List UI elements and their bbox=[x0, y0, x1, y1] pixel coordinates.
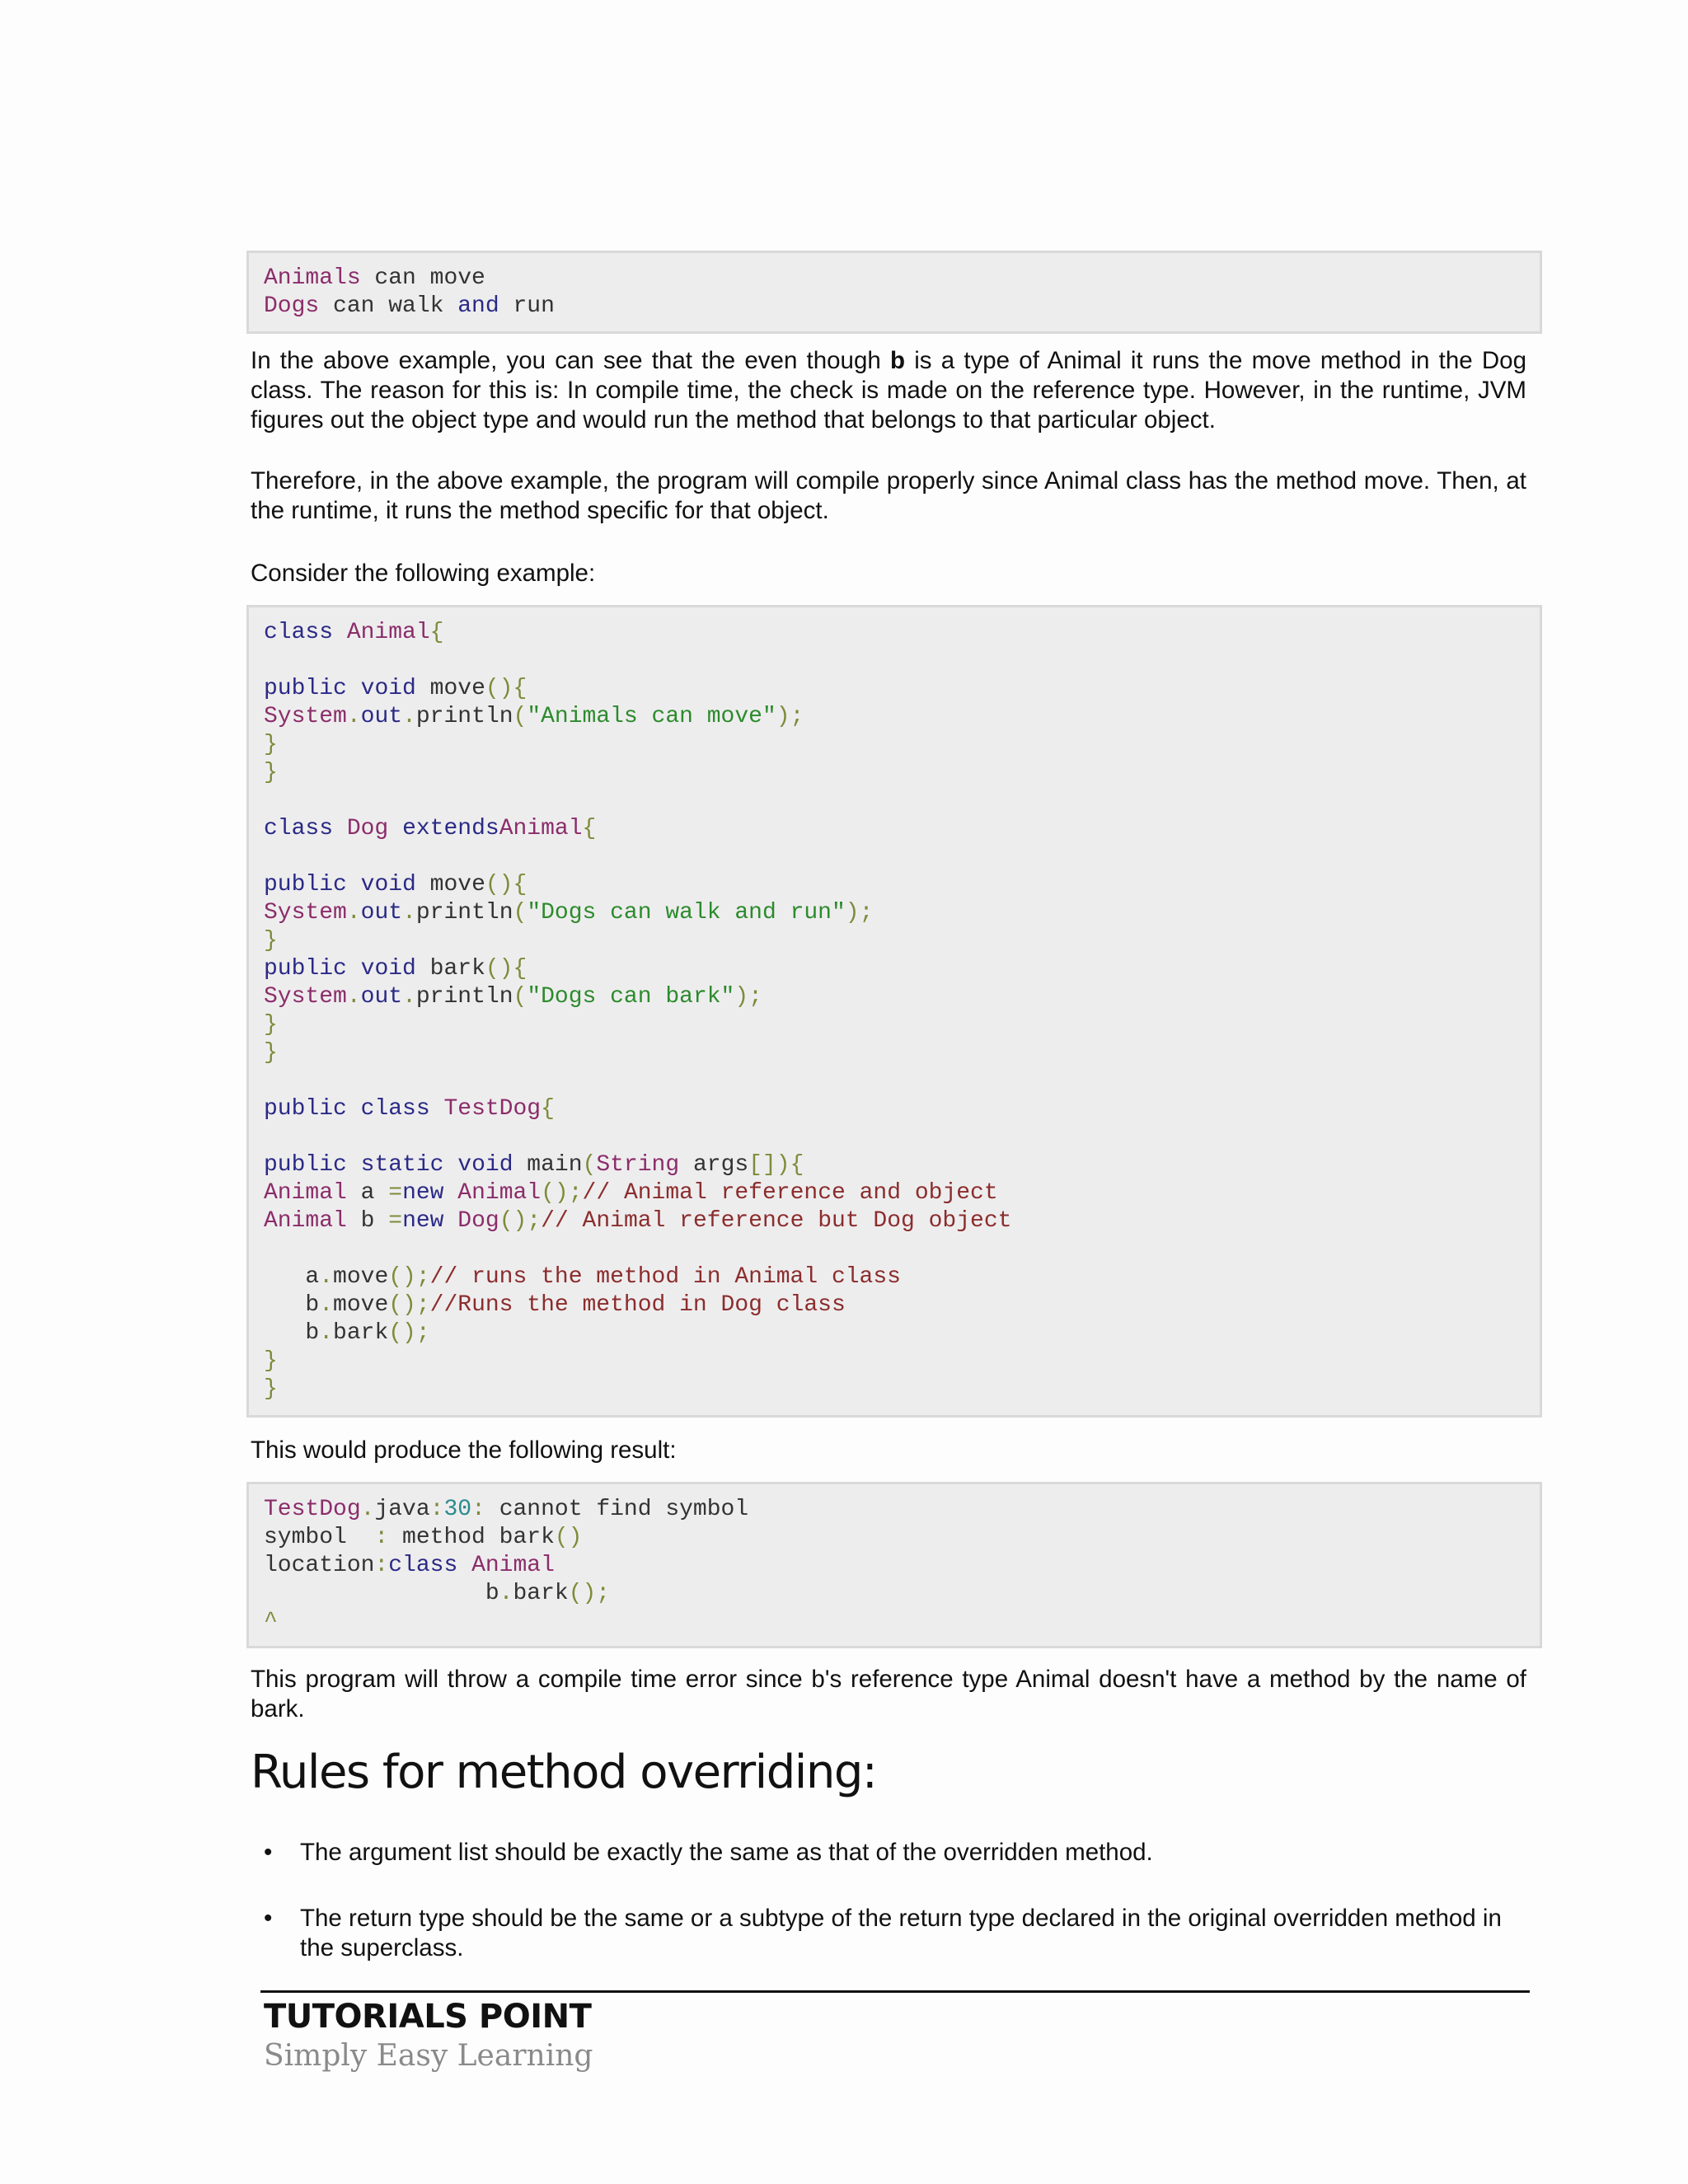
code-line bbox=[264, 955, 1525, 983]
code-token: // Animal reference and object bbox=[582, 1180, 998, 1206]
code-token bbox=[347, 1096, 361, 1122]
code-token: move bbox=[333, 1292, 389, 1318]
code-token: . bbox=[402, 984, 416, 1010]
code-line bbox=[264, 759, 1525, 787]
code-token: println bbox=[415, 984, 513, 1010]
code-token: void bbox=[360, 872, 416, 898]
code-line bbox=[264, 1179, 1525, 1207]
code-line bbox=[264, 843, 1525, 871]
code-token: void bbox=[360, 676, 416, 701]
code-line bbox=[264, 703, 1525, 731]
code-token: b bbox=[346, 1208, 389, 1234]
code-token: run bbox=[499, 293, 555, 319]
code-token: ( bbox=[513, 704, 528, 729]
code-token: Animal bbox=[264, 1180, 347, 1206]
code-token: . bbox=[319, 1292, 334, 1318]
code-token: println bbox=[415, 900, 513, 926]
code-line bbox=[264, 1235, 1525, 1263]
code-token: { bbox=[541, 1096, 555, 1122]
code-token: class bbox=[264, 816, 334, 841]
code-token: can move bbox=[360, 265, 485, 291]
code-token: System bbox=[264, 984, 347, 1010]
code-token: } bbox=[264, 1012, 278, 1038]
paragraph-text: is a type of Animal it runs the move method in the Dog class. The reason for this is: In compile time, the check is made on the reference type. However, in the runtime, JVM figures out the object type and would run the method that belongs to that particular object. bbox=[251, 347, 1526, 434]
output-block-2 bbox=[246, 1482, 1542, 1648]
code-token: (); bbox=[388, 1320, 430, 1346]
code-line bbox=[264, 1376, 1525, 1404]
code-token: 30 bbox=[443, 1497, 472, 1522]
code-token: String bbox=[596, 1152, 680, 1178]
code-token: move bbox=[415, 676, 485, 701]
code-line bbox=[264, 619, 1525, 647]
code-token: "Dogs can bark" bbox=[527, 984, 735, 1010]
code-token: . bbox=[360, 1497, 375, 1522]
code-line bbox=[264, 647, 1525, 675]
code-token: a bbox=[346, 1180, 389, 1206]
code-line bbox=[264, 1524, 1525, 1552]
code-token: . bbox=[319, 1320, 334, 1346]
code-token: public bbox=[264, 872, 347, 898]
code-token: : bbox=[471, 1497, 485, 1522]
code-line bbox=[264, 1580, 1525, 1608]
code-line bbox=[264, 927, 1525, 955]
code-token: System bbox=[264, 704, 347, 729]
code-token: class bbox=[388, 1553, 458, 1578]
code-token: } bbox=[264, 760, 278, 785]
code-token: : bbox=[429, 1497, 444, 1522]
code-token: bark bbox=[333, 1320, 389, 1346]
code-token: void bbox=[360, 956, 416, 982]
code-token: main bbox=[513, 1152, 583, 1178]
bold-variable-b: b bbox=[889, 347, 906, 374]
code-token: bark bbox=[513, 1581, 569, 1606]
code-line bbox=[264, 265, 1525, 293]
code-token: . bbox=[499, 1581, 513, 1606]
code-token: Animal bbox=[346, 620, 430, 645]
code-line bbox=[264, 871, 1525, 899]
code-token: location bbox=[264, 1553, 375, 1578]
code-token: out bbox=[360, 900, 403, 926]
code-token: ^ bbox=[264, 1609, 278, 1634]
code-token: "Dogs can walk and run" bbox=[527, 900, 846, 926]
code-token: } bbox=[264, 1040, 278, 1066]
code-token: : bbox=[374, 1553, 389, 1578]
code-token: ); bbox=[845, 900, 874, 926]
code-line bbox=[264, 983, 1525, 1011]
code-token: Animal bbox=[264, 1208, 347, 1234]
code-token: (){ bbox=[485, 676, 528, 701]
code-token: . bbox=[319, 1264, 334, 1290]
code-token: class bbox=[264, 620, 334, 645]
code-token: (); bbox=[388, 1264, 430, 1290]
code-line bbox=[264, 1552, 1525, 1580]
code-token bbox=[347, 956, 361, 982]
paragraph-text: In the above example, you can see that the even though bbox=[251, 347, 890, 374]
bullet-dot: • bbox=[264, 1905, 273, 1932]
code-line bbox=[264, 1319, 1525, 1347]
code-line bbox=[264, 1011, 1525, 1039]
paragraph-explanation bbox=[251, 346, 1526, 435]
code-token: public bbox=[264, 676, 347, 701]
code-token: new bbox=[402, 1208, 444, 1234]
code-token: ( bbox=[513, 984, 528, 1010]
code-token: class bbox=[360, 1096, 430, 1122]
code-line bbox=[264, 787, 1525, 815]
code-token: move bbox=[333, 1264, 389, 1290]
output-block-1 bbox=[246, 251, 1542, 334]
code-token: Animal bbox=[499, 816, 583, 841]
code-token: Dog bbox=[457, 1208, 499, 1234]
code-token: out bbox=[360, 984, 403, 1010]
paragraph-consider: Consider the following example: bbox=[251, 560, 596, 587]
code-token bbox=[388, 816, 402, 841]
code-token: b bbox=[264, 1320, 320, 1346]
code-token: = bbox=[388, 1208, 403, 1234]
code-token: public bbox=[264, 956, 347, 982]
code-token: // runs the method in Animal class bbox=[429, 1264, 901, 1290]
footer-tagline: Simply Easy Learning bbox=[264, 2039, 593, 2073]
code-token: ); bbox=[734, 984, 762, 1010]
code-token bbox=[443, 1152, 457, 1178]
code-token: . bbox=[346, 704, 361, 729]
code-token: . bbox=[346, 900, 361, 926]
section-heading: Rules for method overriding: bbox=[251, 1746, 877, 1799]
code-line bbox=[264, 293, 1525, 321]
code-line bbox=[264, 731, 1525, 759]
code-token: } bbox=[264, 928, 278, 954]
code-token: move bbox=[415, 872, 485, 898]
code-token: } bbox=[264, 1348, 278, 1374]
code-token: public bbox=[264, 1096, 347, 1122]
code-line bbox=[264, 1039, 1525, 1067]
code-token: : bbox=[374, 1525, 389, 1550]
code-token: //Runs the method in Dog class bbox=[429, 1292, 846, 1318]
code-token: (); bbox=[499, 1208, 542, 1234]
code-token: Animals bbox=[264, 265, 361, 291]
code-token: { bbox=[429, 620, 444, 645]
code-token: args bbox=[679, 1152, 749, 1178]
code-token: System bbox=[264, 900, 347, 926]
code-line bbox=[264, 1263, 1525, 1291]
code-token: TestDog bbox=[264, 1497, 361, 1522]
code-token: can walk bbox=[319, 293, 458, 319]
code-token: } bbox=[264, 732, 278, 757]
code-token: and bbox=[457, 293, 499, 319]
code-token: { bbox=[582, 816, 597, 841]
code-token: ( bbox=[582, 1152, 597, 1178]
code-line bbox=[264, 675, 1525, 703]
code-token: ( bbox=[513, 900, 528, 926]
code-token: Animal bbox=[471, 1553, 555, 1578]
code-token: static bbox=[360, 1152, 444, 1178]
code-token: []){ bbox=[748, 1152, 804, 1178]
code-token bbox=[457, 1553, 471, 1578]
code-token: Dogs bbox=[264, 293, 320, 319]
bullet-dot: • bbox=[264, 1839, 273, 1866]
code-token: java bbox=[374, 1497, 430, 1522]
code-token: (); bbox=[541, 1180, 583, 1206]
code-line bbox=[264, 1608, 1525, 1636]
code-token: = bbox=[388, 1180, 403, 1206]
code-token: (){ bbox=[485, 872, 528, 898]
paragraph-compile-error: This program will throw a compile time error since b's reference type Animal doesn't have a method by the name of bark. bbox=[251, 1666, 1526, 1722]
code-token bbox=[333, 620, 347, 645]
code-token: TestDog bbox=[443, 1096, 542, 1122]
code-line bbox=[264, 1347, 1525, 1376]
code-token: . bbox=[402, 900, 416, 926]
bullet-text: The argument list should be exactly the same as that of the overridden method. bbox=[300, 1839, 1153, 1866]
code-token: bark bbox=[415, 956, 485, 982]
code-token: // Animal reference but Dog object bbox=[541, 1208, 1012, 1234]
code-token: ); bbox=[776, 704, 804, 729]
code-line bbox=[264, 815, 1525, 843]
code-token bbox=[347, 1152, 361, 1178]
code-token bbox=[333, 816, 347, 841]
code-token: b bbox=[264, 1292, 320, 1318]
code-token: new bbox=[402, 1180, 444, 1206]
paragraph-result-intro: This would produce the following result: bbox=[251, 1436, 677, 1464]
code-token: b bbox=[264, 1581, 499, 1606]
code-token bbox=[430, 1096, 444, 1122]
code-token: public bbox=[264, 1152, 347, 1178]
code-token: cannot find symbol bbox=[485, 1497, 749, 1522]
code-token: . bbox=[346, 984, 361, 1010]
code-line bbox=[264, 1207, 1525, 1235]
footer-brand: TUTORIALS POINT bbox=[264, 1998, 592, 2036]
footer-divider bbox=[260, 1990, 1530, 1993]
code-token: Animal bbox=[457, 1180, 542, 1206]
code-token: (); bbox=[388, 1292, 430, 1318]
code-token bbox=[443, 1180, 457, 1206]
code-line bbox=[264, 1095, 1525, 1123]
code-token: . bbox=[402, 704, 416, 729]
code-line bbox=[264, 899, 1525, 927]
code-line bbox=[264, 1291, 1525, 1319]
code-token: symbol bbox=[264, 1525, 375, 1550]
code-line bbox=[264, 1496, 1525, 1524]
code-token: Dog bbox=[346, 816, 389, 841]
code-block-java bbox=[246, 605, 1542, 1418]
code-token bbox=[347, 872, 361, 898]
bullet-text: The return type should be the same or a subtype of the return type declared in the original overridden method in the superclass. bbox=[300, 1905, 1502, 1961]
code-token: void bbox=[457, 1152, 513, 1178]
code-token: (){ bbox=[485, 956, 528, 982]
code-token: "Animals can move" bbox=[527, 704, 776, 729]
code-token: extends bbox=[402, 816, 499, 841]
code-token: } bbox=[264, 1376, 278, 1402]
code-line bbox=[264, 1151, 1525, 1179]
code-token: a bbox=[264, 1264, 320, 1290]
code-line bbox=[264, 1123, 1525, 1151]
paragraph-therefore: Therefore, in the above example, the program will compile properly since Animal class has the method move. Then, at the runtime, it runs the method specific for that object. bbox=[251, 467, 1526, 524]
code-token: out bbox=[360, 704, 403, 729]
code-token: (); bbox=[568, 1581, 611, 1606]
code-token bbox=[443, 1208, 457, 1234]
code-token: () bbox=[554, 1525, 583, 1550]
code-token: println bbox=[415, 704, 513, 729]
code-token bbox=[347, 676, 361, 701]
code-token: method bark bbox=[388, 1525, 555, 1550]
code-line bbox=[264, 1067, 1525, 1095]
